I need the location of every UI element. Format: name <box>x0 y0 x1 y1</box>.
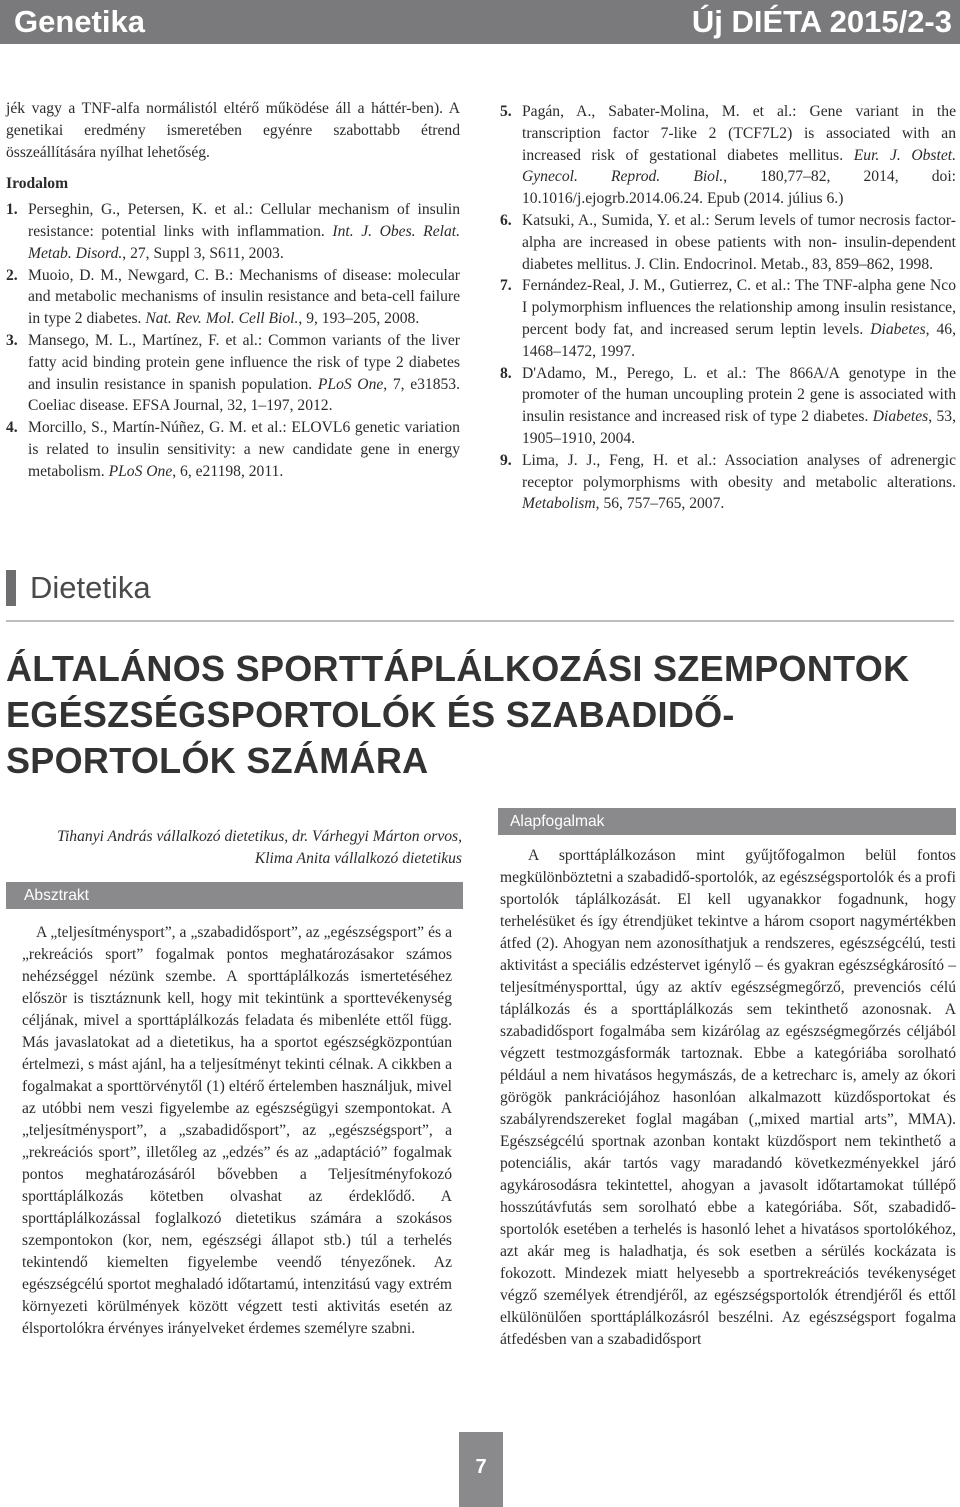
reference-number: 8. <box>500 364 512 382</box>
article-authors <box>6 826 462 870</box>
references-list-right <box>500 101 956 515</box>
concepts-heading-box <box>498 808 956 835</box>
reference-title: Association analyses of adrenergic receptor polymorphisms with obesity and metabolic alterations. <box>522 451 956 491</box>
section-bar <box>6 570 16 606</box>
abstract-heading-box <box>6 882 463 909</box>
header-journal: Új DIÉTA 2015/2-3 <box>691 4 952 39</box>
reference-number: 4. <box>6 419 18 437</box>
reference-title: The TNF-alpha gene Nco I polymorphism influences the relationship among insulin resistance, percent body fat, and increased serum leptin levels. <box>522 277 956 338</box>
authors-line-2: Klima Anita vállalkozó dietetikus <box>254 850 462 867</box>
right-column <box>500 101 956 515</box>
reference-authors: Morcillo, S., Martín-Núñez, G. M. et al.: <box>28 419 287 437</box>
abstract <box>22 922 452 1340</box>
concepts-heading: Alapfogalmak <box>510 813 605 830</box>
references-title: Irodalom <box>6 175 69 193</box>
reference-title: Gene variant in the transcription factor 7-like 2 (TCF7L2) is associated with an increased risk of gestational diabetes mellitus. <box>522 103 956 164</box>
concepts-body <box>500 845 956 1351</box>
reference-number: 7. <box>500 277 512 295</box>
reference-details: , 53, 1905–1910, 2004. <box>522 408 956 447</box>
page-number-box <box>459 1432 503 1507</box>
reference-journal: Int. J. Obes. Relat. Metab. Disord. <box>28 222 460 262</box>
reference-authors: Perseghin, G., Petersen, K. et al.: <box>28 201 253 219</box>
reference-number: 5. <box>500 103 512 120</box>
reference-item <box>6 199 460 264</box>
concepts-text: A sporttáplálkozáson mint gyűjtőfogalmon belül fontos megkülönböztetni a szabadidő-sportolók, az egészségsportolók és a profi sportolók táplálkozását. El kell ugyanakkor fogadnunk, hogy terhelésüket és így étrendjüket tekintve a három csoport nagymértékben átfed (2). Ahogyan nem azonosíthatjuk a rendszeres, egészségcélú, testi aktivitást a speciális edzéstervet igénylő – és gyakran egészségkárosító – teljesítménysporttal, úgy az aktív egészségmegőrző, prevenciós célú táplálkozás és a sporttáplálkozás sem tekinthető azonosnak. A szabadidősport fogalmába sem kizárólag az egészségmegőrzés céljából végzett testmozgásformák tartoznak. Ebbe a kategóriába sorolható például a nem hivatásos hegymászás, de a ketrecharc is, amely az ókori görögök pankrációjához hasonlóan alkalmazott küzdősportokat és szabályrendszereket foglal magában („mixed martial arts”, MMA). Egészségcélú sportnak azonban kontakt küzdősport nem tekinthető a potenciális, akár tartós vagy maradandó következményekkel járó agykárosodásra tekintettel, ahogyan a javasolt időtartamokat túllépő hosszútávfutás sem sorolható ebbe a kategóriába. Sőt, szabadidő-sportolók esetében a terhelés is hasonló lehet a hivatásos sportolókéhoz, azt akár meg is haladhatja, és sok esetben a sérülés kockázata is fokozott. Mindezek miatt helyesebb a sportrekreációs tevékenységet végző személyek étrendjéről, az egészségsportolók étrendjéről és ettől elkülönülően sporttáplálkozásról beszélni. Az egészségsport fogalma átfedésben van a szabadidősport <box>500 847 956 1348</box>
reference-item <box>6 330 460 417</box>
reference-authors: Lima, J. J., Feng, H. et al.: <box>522 451 717 469</box>
reference-authors: Katsuki, A., Sumida, Y. et al.: <box>522 211 710 229</box>
references-list-left <box>6 199 460 482</box>
reference-item <box>6 265 460 330</box>
reference-title: Mechanisms of disease: molecular and metabolic mechanisms of insulin resistance and beta-cell failure in type 2 diabetes. <box>28 266 460 328</box>
reference-authors: D'Adamo, M., Perego, L. et al.: <box>522 364 747 382</box>
reference-journal: Eur. J. Obstet. Gynecol. Reprod. Biol. <box>522 146 956 186</box>
reference-journal: Diabetes <box>868 408 929 426</box>
reference-number: 3. <box>6 331 18 349</box>
reference-details: , 7, e31853. Coeliac disease. EFSA Journal, 32, 1–197, 2012. <box>28 375 460 415</box>
reference-item <box>500 210 956 275</box>
reference-journal: PLoS One <box>104 462 173 480</box>
reference-title: Common variants of the liver fatty acid binding protein gene influence the risk of type 2 diabetes and insulin resistance in spanish population. <box>28 331 460 393</box>
reference-title: Serum levels of tumor necrosis factor-alpha are increased in obese patients with non- insulin-dependent diabetes mellitus. J. Clin. Endocrinol. Metab., 83, 859–862, 1998. <box>522 211 956 273</box>
reference-authors: Fernández-Real, J. M., Gutierrez, C. et al.: <box>522 277 791 295</box>
section-title: Dietetika <box>30 570 151 605</box>
reference-journal: PLoS One <box>312 375 384 393</box>
header-section: Genetika <box>14 4 145 39</box>
reference-number: 2. <box>6 266 18 284</box>
divider <box>6 620 954 622</box>
reference-item <box>500 450 956 515</box>
reference-journal: Diabetes <box>863 320 926 338</box>
left-column <box>6 98 460 483</box>
reference-item <box>500 363 956 450</box>
reference-details: , 27, Suppl 3, S611, 2003. <box>122 244 284 262</box>
abstract-text: A „teljesítménysport”, a „szabadidősport”, az „egészségsport” és a „rekreációs sport” fogalmak pontos meghatározásakor számos nehézséggel nézünk szembe. A sporttáplálkozás ismertetéséhez először is tisztáznunk kell, hogy mit tekintünk a sporttevékenység céljának, mivel a sporttáplálkozás feladata és mibenléte ettől függ. Más javaslatokat ad a dietetikus, ha a sportot egészségközpontúan értelmezi, s mást ajánl, ha a teljesítményt tekinti célnak. A cikkben a fogalmakat a sporttörvénytől (1) eltérő értelemben használjuk, mivel az utóbbi nem veszi figyelembe az egészségügyi szempontokat. A „teljesítménysport”, a „szabadidősport”, az „egészségsport”, a „rekreációs sport”, illetőleg az „edzés” és az „adaptáció” fogalmak pontos meghatározásáról bővebben a Teljesítményfokozó sporttáplálkozás kötetben olvashat az érdeklődő. A sporttáplálkozással foglalkozó dietetikus számára a szokásos szempontokon (kor, nem, egészségi állapot stb.) túl a terhelés tekintendő kiemelten figyelembe veendő tényezőnek. Az egészségcélú sportot meghaladó időtartamú, intenzitású vagy extrém környezeti körülmények között végzett testi aktivitás esetén az élsportolókra érvényes irányelveket érdemes személyre szabni. <box>22 924 452 1337</box>
reference-details: , 6, e21198, 2011. <box>172 462 284 480</box>
authors-line-1: Tihanyi András vállalkozó dietetikus, dr. Várhegyi Márton orvos, <box>57 828 462 845</box>
reference-details: , 46, 1468–1472, 1997. <box>522 320 956 360</box>
page-number: 7 <box>475 1456 487 1478</box>
reference-journal: Nat. Rev. Mol. Cell Biol. <box>141 310 299 328</box>
reference-number: 1. <box>6 201 18 219</box>
reference-details: , 180,77–82, 2014, doi: 10.1016/j.ejogrb.2014.06.24. Epub (2014. július 6.) <box>522 168 956 208</box>
reference-number: 6. <box>500 211 512 229</box>
reference-authors: Muoio, D. M., Newgard, C. B.: <box>28 266 234 284</box>
abstract-heading: Absztrakt <box>24 887 89 904</box>
reference-authors: Pagán, A., Sabater-Molina, M. et al.: <box>522 103 797 120</box>
page-header <box>0 0 960 44</box>
reference-details: , 56, 757–765, 2007. <box>595 495 725 513</box>
reference-title: ELOVL6 genetic variation is related to insulin sensitivity: a new candidate gene in energy metabolism. <box>28 419 460 480</box>
reference-title: Cellular mechanism of insulin resistance: potential links with inflammation. <box>28 201 460 240</box>
reference-item <box>500 101 956 210</box>
reference-item <box>6 417 460 482</box>
reference-authors: Mansego, M. L., Martínez, F. et al.: <box>28 331 263 349</box>
intro-text: jék vagy a TNF-alfa normálistól eltérő működése áll a háttér-ben). A genetikai eredmény ismeretében egyénre szabottabb étrend összeállítására nyílhat lehetőség. <box>6 100 460 161</box>
reference-item <box>500 275 956 362</box>
reference-details: , 9, 193–205, 2008. <box>298 310 420 328</box>
reference-number: 9. <box>500 451 512 469</box>
reference-title: The 866A/A genotype in the promoter of the human uncoupling protein 2 gene is associated with insulin resistance and increased risk of type 2 diabetes. <box>522 364 956 426</box>
reference-journal: Metabolism <box>522 495 596 513</box>
article-title: ÁLTALÁNOS SPORTTÁPLÁLKOZÁSI SZEMPONTOK EGÉSZSÉGSPORTOLÓK ÉS SZABADIDŐ-SPORTOLÓK SZÁMÁRA <box>6 648 910 781</box>
